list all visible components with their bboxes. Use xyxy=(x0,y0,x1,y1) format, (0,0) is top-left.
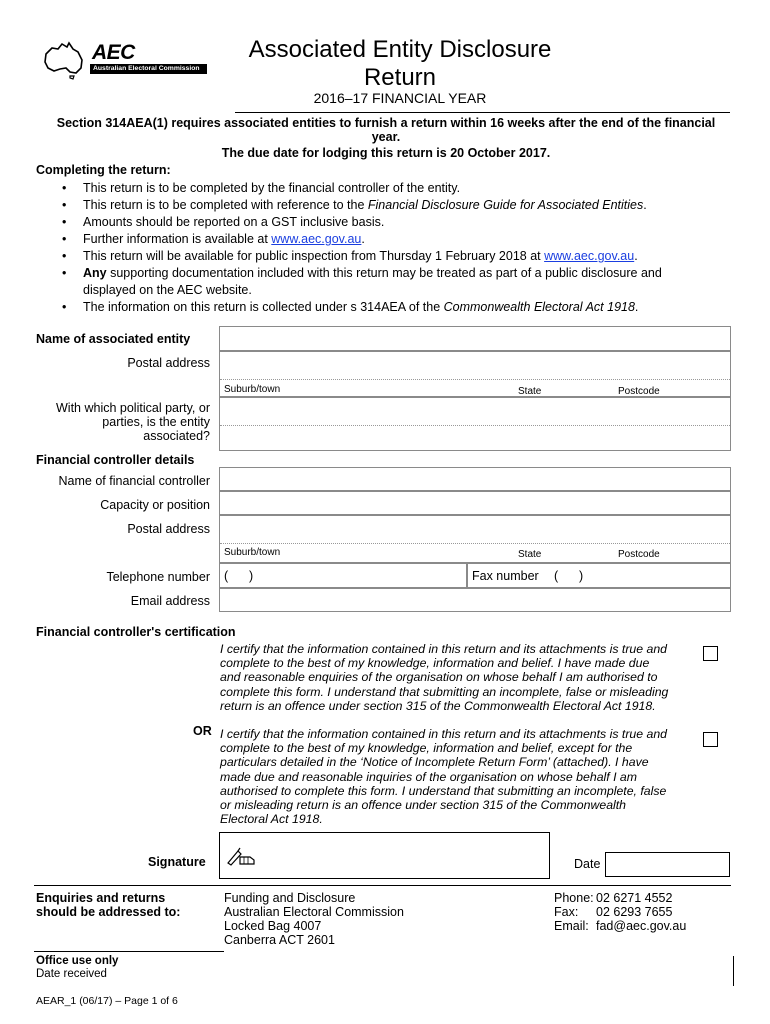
aec-australia-map-logo xyxy=(40,40,90,80)
controller-heading: Financial controller details xyxy=(36,453,195,467)
controller-name-field[interactable] xyxy=(219,467,731,491)
list-item: • This return will be available for public inspection from Thursday 1 February 2018 at www.aec.gov.au. xyxy=(58,248,728,265)
list-item: • This return is to be completed by the financial controller of the entity. xyxy=(58,180,728,197)
office-divider xyxy=(34,951,224,952)
fax-label: Fax number xyxy=(472,569,539,583)
list-item: • This return is to be completed with reference to the Financial Disclosure Guide for Associated Entities. xyxy=(58,197,728,214)
date-field[interactable] xyxy=(605,852,730,877)
completing-heading: Completing the return: xyxy=(36,163,171,177)
form-title-line1: Associated Entity Disclosure xyxy=(248,36,552,63)
controller-postal-label: Postal address xyxy=(127,522,210,536)
pen-hand-icon xyxy=(226,845,258,867)
enquiries-label: Enquiries and returns should be addressed to: xyxy=(36,891,181,919)
certification-text-1: I certify that the information contained in this return and its attachments is true and complete to the best of my knowledge, information and belief. I have made due and reasonable enquiries of the organisation on whose behalf I am authorised to complete this form. I understand that submitting an incomplete, false or misleading return is an offence under section 315 of the Commonwealth Electoral Act 1918. xyxy=(220,642,669,713)
email-label: Email address xyxy=(130,594,210,608)
list-item: • Further information is available at www.aec.gov.au. xyxy=(58,231,728,248)
date-received-label: Date received xyxy=(36,968,107,980)
office-use-boundary xyxy=(733,956,734,986)
aec-website-link[interactable]: www.aec.gov.au xyxy=(271,232,362,246)
enquiries-contact: Phone: 02 6271 4552 Fax: 02 6293 7655 Email: fad@aec.gov.au xyxy=(554,891,687,933)
form-id-footer: AEAR_1 (06/17) – Page 1 of 6 xyxy=(36,995,178,1007)
state-label: State xyxy=(518,549,542,560)
controller-postal-field[interactable] xyxy=(219,515,731,563)
notice-line2: year. xyxy=(371,130,401,144)
date-label: Date xyxy=(574,857,601,871)
financial-year: 2016–17 FINANCIAL YEAR xyxy=(313,90,487,106)
list-item: • The information on this return is collected under s 314AEA of the Commonwealth Electoral Act 1918. xyxy=(58,299,728,316)
state-label: State xyxy=(518,386,542,397)
logo-subtitle: Australian Electoral Commission xyxy=(90,64,207,74)
phone-label: Telephone number xyxy=(106,570,210,584)
suburb-label: Suburb/town xyxy=(224,384,281,395)
logo-text: AEC xyxy=(92,41,135,64)
postcode-label: Postcode xyxy=(618,386,660,397)
controller-name-label: Name of financial controller xyxy=(58,474,210,488)
capacity-label: Capacity or position xyxy=(100,498,210,512)
list-item: • Amounts should be reported on a GST inclusive basis. xyxy=(58,214,728,231)
email-field[interactable] xyxy=(219,588,731,612)
fax-field[interactable]: Fax number ( ) xyxy=(467,563,731,588)
certification-checkbox-1[interactable] xyxy=(703,646,718,661)
signature-label: Signature xyxy=(148,855,206,869)
suburb-label: Suburb/town xyxy=(224,547,281,558)
party-label: With which political party, or parties, is the entity associated? xyxy=(56,401,210,443)
aec-website-link-2[interactable]: www.aec.gov.au xyxy=(544,249,635,263)
phone-field[interactable]: ( ) xyxy=(219,563,467,588)
notice-line1: Section 314AEA(1) requires associated entities to furnish a return within 16 weeks after the end of the financial xyxy=(56,116,716,130)
signature-field[interactable] xyxy=(219,832,550,879)
enquiries-email: fad@aec.gov.au xyxy=(596,919,687,933)
form-title-line2: Return xyxy=(363,64,437,91)
or-label: OR xyxy=(193,724,212,738)
entity-name-label: Name of associated entity xyxy=(36,332,191,346)
postcode-label: Postcode xyxy=(618,549,660,560)
office-use-heading: Office use only xyxy=(36,955,119,967)
certification-text-2: I certify that the information contained in this return and its attachments is true and complete to the best of my knowledge, information and belief, except for the particulars detailed in the ‘Notice of Incomplete Return Form’ (attached). I have made due and reasonable inquiries of the organisation on whose behalf I am authorised to complete this form. I understand that submitting an incomplete, false or misleading return is an offence under section 315 of the Commonwealth Electoral Act 1918. xyxy=(220,727,668,827)
title-divider xyxy=(235,112,730,113)
entity-postal-label: Postal address xyxy=(127,356,210,370)
due-date: The due date for lodging this return is 20 October 2017. xyxy=(221,146,551,160)
enquiries-address: Funding and Disclosure Australian Electoral Commission Locked Bag 4007 Canberra ACT 2601 xyxy=(224,891,404,947)
entity-postal-field[interactable] xyxy=(219,351,731,397)
political-party-field[interactable] xyxy=(219,397,731,451)
certification-checkbox-2[interactable] xyxy=(703,732,718,747)
list-item: • Any supporting documentation included with this return may be treated as part of a public disclosure and displayed on the AEC website. xyxy=(58,265,728,299)
enquiries-divider xyxy=(34,885,731,886)
certification-heading: Financial controller's certification xyxy=(36,625,236,639)
capacity-field[interactable] xyxy=(219,491,731,515)
entity-name-field[interactable] xyxy=(219,326,731,351)
instructions-list xyxy=(58,180,728,316)
